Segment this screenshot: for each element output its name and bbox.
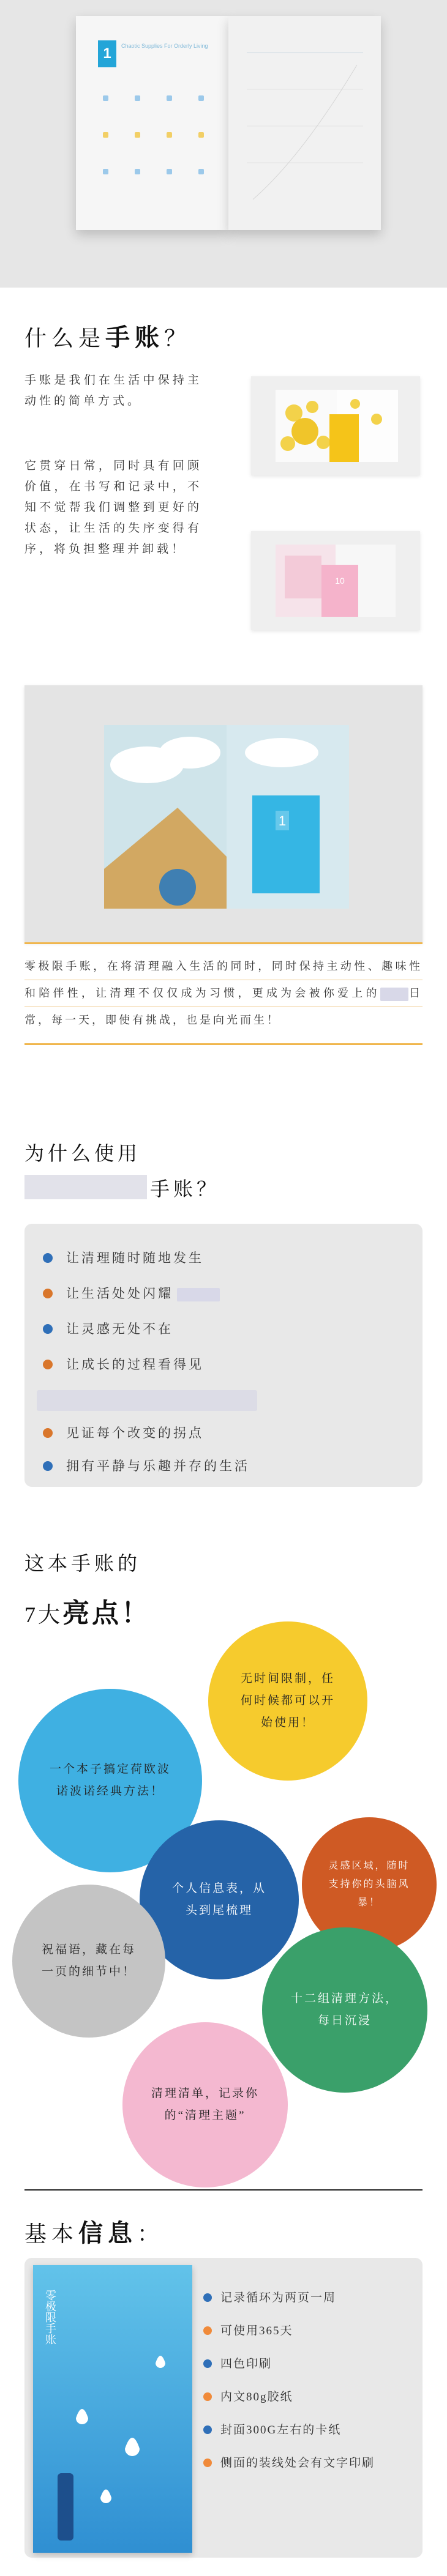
bullet-icon (203, 2425, 212, 2434)
why-list-item-text: 拥有平静与乐趣并存的生活 (66, 1459, 250, 1473)
bullet-icon (43, 1324, 53, 1334)
lemon-notebook-photo (251, 376, 420, 475)
why-list-item (43, 1423, 204, 1442)
intro-note-box (24, 942, 423, 1045)
highlight-circle-text: 无时间限制，任何时候都可以开始使用！ (240, 1672, 335, 1729)
blurred-brand-placeholder (177, 1288, 220, 1301)
info-box (24, 2258, 423, 2558)
bullet-icon (43, 1461, 53, 1471)
highlight-circle-blessings (12, 1885, 165, 2038)
hero-subtitle: Chaotic Supplies For Orderly Living (121, 43, 208, 49)
why-list-item (43, 1355, 204, 1373)
highlight-circle-text: 十二组清理方法，每日沉浸 (290, 1992, 399, 2027)
section-highlights-title-prefix: 7大 (24, 1603, 63, 1627)
why-list-item (43, 1284, 220, 1302)
why-list-item-text: 见证每个改变的拐点 (66, 1426, 204, 1440)
section-divider (24, 2189, 423, 2191)
hero-left-page (76, 16, 228, 230)
section-info-title-prefix: 基本 (24, 2222, 79, 2246)
section-highlights-title-line2 (24, 1591, 151, 1630)
intro-note-text-before: 零极限手账，在将清理融入生活的同时，同时保持主动性、趣味性和陪伴性，让清理不仅仅成为习惯，更成为会被你爱上的 (24, 960, 423, 999)
bullet-icon (203, 2293, 212, 2302)
section-what-title-prefix: 什么是 (24, 326, 106, 351)
svg-text:10: 10 (335, 576, 345, 586)
highlight-circle-text: 个人信息表，从头到尾梳理 (171, 1882, 266, 1917)
why-list-item-text: 让灵感无处不在 (66, 1322, 173, 1336)
bullet-icon (203, 2392, 212, 2401)
why-list-item-text: 让生活处处闪耀 (66, 1286, 173, 1301)
highlight-circle-anytime (208, 1621, 367, 1781)
intro-note-text-after: 日常，每一天，即使有挑战，也是向光而生！ (24, 987, 423, 1026)
intro-paragraph-1: 手账是我们在生活中保持主动性的简单方式。 (24, 374, 202, 408)
section-why-title-line2: 手账？ (150, 1178, 220, 1200)
highlight-circle-text: 灵感区域，随时支持你的头脑风暴！ (328, 1861, 410, 1908)
highlight-circle-text: 祝福语，藏在每一页的细节中！ (41, 1943, 136, 1978)
highlight-circle-checklist (122, 2022, 288, 2187)
blurred-brand-placeholder (37, 1390, 257, 1411)
bullet-icon (43, 1428, 53, 1438)
section-what-title (24, 318, 191, 353)
intro-paragraph-2: 它贯穿日常，同时具有回顾价值，在书写和记录中，不知不觉帮我们调整到更好的状态，让生活的失序变得有序，将负担整理并卸载！ (24, 460, 202, 556)
blurred-brand-placeholder (380, 988, 408, 1001)
svg-text:1: 1 (278, 813, 287, 828)
info-list-item (203, 2388, 293, 2407)
info-list-item-text: 侧面的装线处会有文字印刷 (220, 2457, 375, 2470)
info-list-item-text: 封面300G左右的卡纸 (220, 2424, 342, 2436)
pink-notebook-photo (251, 531, 420, 630)
section-highlights-title-emph: 亮点！ (62, 1598, 151, 1628)
bullet-icon (203, 2459, 212, 2467)
info-list-item (203, 2288, 336, 2308)
highlight-circle-twelve-methods (262, 1927, 427, 2093)
info-list-item-text: 四色印刷 (220, 2358, 272, 2370)
notebook-cover-image (33, 2265, 192, 2553)
hero-banner (0, 0, 447, 288)
highlight-circle-text: 一个本子搞定荷欧波诺波诺经典方法！ (49, 1763, 171, 1798)
info-list-item (203, 2355, 272, 2374)
bullet-icon (203, 2359, 212, 2368)
hero-right-page-lines (228, 16, 381, 230)
info-list-item-text: 记录循环为两页一周 (220, 2291, 337, 2304)
info-list-item-text: 内文80g胶纸 (220, 2391, 293, 2403)
info-list-item-text: 可使用365天 (220, 2325, 293, 2337)
section-highlights-title-line1: 这本手账的 (24, 1552, 141, 1574)
info-list-item (203, 2421, 341, 2440)
why-list-item (43, 1456, 250, 1475)
bullet-icon (43, 1289, 53, 1298)
section-what-title-suffix: ？ (164, 326, 192, 351)
section-what-title-emph: 手账 (105, 324, 165, 351)
why-list-item (43, 1248, 204, 1267)
bullet-icon (203, 2326, 212, 2335)
section-info-title (24, 2214, 164, 2249)
why-list-item-text: 让清理随时随地发生 (66, 1251, 204, 1265)
section-why-title-line1: 为什么使用 (24, 1142, 141, 1164)
blurred-brand-placeholder (24, 1175, 147, 1199)
why-list-item-text: 让成长的过程看得见 (66, 1357, 204, 1372)
hero-right-page (228, 16, 381, 230)
info-list-item (203, 2321, 293, 2341)
illustrated-notebook-photo (24, 685, 423, 942)
page-number-badge: 1 (98, 40, 116, 67)
why-list-box (24, 1224, 423, 1487)
section-info-title-suffix: ： (137, 2222, 165, 2246)
section-info-title-emph: 信息 (78, 2219, 138, 2247)
cover-title: 零极限手账 (44, 2290, 56, 2345)
hero-notebook-image (76, 16, 381, 230)
why-list-item (43, 1319, 173, 1338)
intro-note-text (24, 953, 423, 1033)
info-list-item (203, 2454, 405, 2473)
bullet-icon (43, 1360, 53, 1369)
bullet-icon (43, 1253, 53, 1263)
highlight-circle-text: 清理清单，记录你的“清理主题” (151, 2087, 259, 2122)
